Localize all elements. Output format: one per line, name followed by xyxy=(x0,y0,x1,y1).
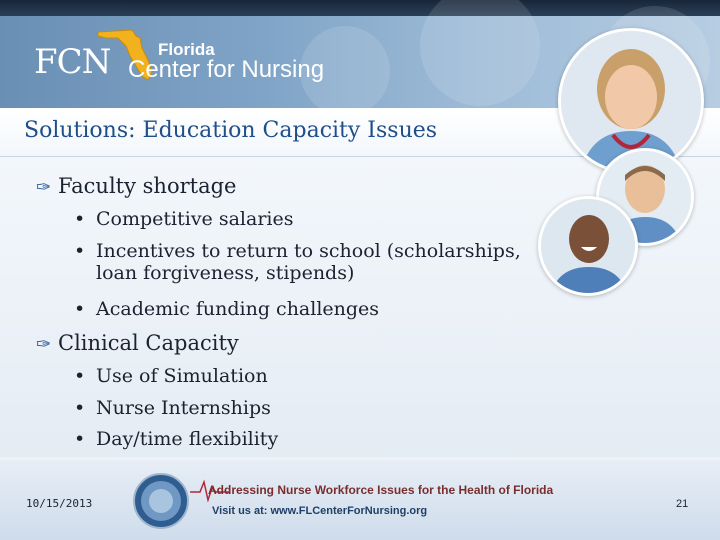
bullet-item xyxy=(74,240,521,284)
bullet-text-continued: loan forgiveness, stipends) xyxy=(96,262,355,284)
quill-bullet-icon: ✑ xyxy=(36,177,52,198)
bullet-dot: • xyxy=(74,298,86,320)
bullet-item xyxy=(74,208,293,230)
bullet-text: Day/time flexibility xyxy=(96,428,279,450)
slide-title: Solutions: Education Capacity Issues xyxy=(24,118,438,143)
bullet-item xyxy=(74,365,268,387)
fcn-logo xyxy=(28,22,328,92)
nurse-smiling-icon xyxy=(541,199,635,293)
footer-band xyxy=(0,460,720,540)
logo-line1: Florida xyxy=(158,40,215,59)
bullet-item xyxy=(74,298,379,320)
nurse-photo-smiling xyxy=(538,196,638,296)
bullet-dot: • xyxy=(74,240,86,262)
bullet-item xyxy=(74,428,278,450)
top-strip xyxy=(0,0,720,16)
bullet-text: Nurse Internships xyxy=(96,397,271,419)
section-heading xyxy=(36,331,239,355)
section-heading xyxy=(36,174,236,198)
bullet-text: Competitive salaries xyxy=(96,208,294,230)
bullet-dot: • xyxy=(74,208,86,230)
footer-tagline: Addressing Nurse Workforce Issues for the Health of Florida xyxy=(208,483,554,497)
section-heading-text: Clinical Capacity xyxy=(58,331,239,355)
bullet-dot: • xyxy=(74,365,86,387)
logo-abbr: FCN xyxy=(34,42,111,82)
footer-date: 10/15/2013 xyxy=(26,497,93,510)
section-heading-text: Faculty shortage xyxy=(58,174,237,198)
page-number: 21 xyxy=(676,498,689,510)
bullet-text: Use of Simulation xyxy=(96,365,268,387)
logo-line2: Center for Nursing xyxy=(128,56,325,83)
bullet-item xyxy=(74,397,271,419)
bullet-text: Incentives to return to school (scholarships, xyxy=(96,240,521,262)
bullet-text: Academic funding challenges xyxy=(96,298,380,320)
footer-website[interactable]: Visit us at: www.FLCenterForNursing.org xyxy=(212,505,428,517)
bullet-dot: • xyxy=(74,428,86,450)
florida-seal-icon xyxy=(132,472,190,530)
quill-bullet-icon: ✑ xyxy=(36,334,52,355)
bullet-dot: • xyxy=(74,397,86,419)
